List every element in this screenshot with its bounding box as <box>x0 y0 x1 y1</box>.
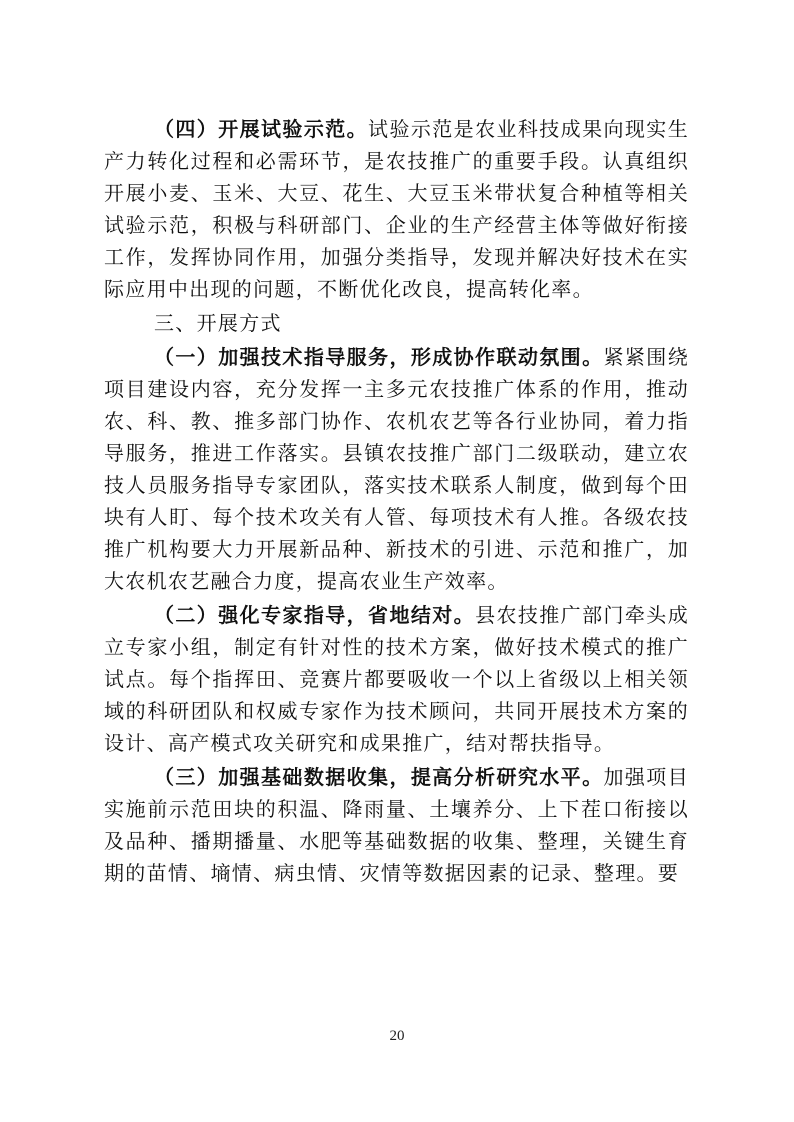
paragraph-text: 县农技推广部门牵头成立专家小组，制定有针对性的技术方案，做好技术模式的推广试点。每个指挥田、竞赛片都要吸收一个以上省级以上相关领域的科研团队和权威专家作为技术顾问，共同开展技术方案的设计、高产模式攻关研究和成果推广，结对帮扶指导。 <box>104 603 689 755</box>
section-heading: 三、开展方式 <box>154 311 282 335</box>
paragraph-lead: （一）加强技术指导服务，形成协作联动氛围。 <box>154 345 604 369</box>
paragraph-text: 紧紧围绕项目建设内容，充分发挥一主多元农技推广体系的作用，推动农、科、教、推多部门协作、农机农艺等各行业协同，着力指导服务，推进工作落实。县镇农技推广部门二级联动，建立农技人员服务指导专家团队，落实技术联系人制度，做到每个田块有人盯、每个技术攻关有人管、每项技术有人推。各级农技推广机构要大力开展新品种、新技术的引进、示范和推广，加大农机农艺融合力度，提高农业生产效率。 <box>104 345 689 593</box>
paragraph-lead: （三）加强基础数据收集，提高分析研究水平。 <box>154 765 604 789</box>
paragraph-lead: （四）开展试验示范。 <box>154 117 369 141</box>
paragraph-data-collection <box>104 761 689 889</box>
paragraph-text: 试验示范是农业科技成果向现实生产力转化过程和必需环节，是农技推广的重要手段。认真组织开展小麦、玉米、大豆、花生、大豆玉米带状复合种植等相关试验示范，积极与科研部门、企业的生产经营主体等做好衔接工作，发挥协同作用，加强分类指导，发现并解决好技术在实际应用中出现的问题，不断优化改良，提高转化率。 <box>104 117 690 301</box>
paragraph-text: 加强项目实施前示范田块的积温、降雨量、土壤养分、上下茬口衔接以及品种、播期播量、水肥等基础数据的收集、整理，关键生育期的苗情、墒情、病虫情、灾情等数据因素的记录、整理。要 <box>104 765 689 885</box>
paragraph-technical-guidance <box>104 341 689 597</box>
document-body <box>104 113 689 891</box>
page-number: 20 <box>389 1028 405 1044</box>
paragraph-trial-demonstration <box>104 113 689 305</box>
paragraph-expert-guidance <box>104 599 689 759</box>
paragraph-lead: （二）强化专家指导，省地结对。 <box>154 603 476 627</box>
